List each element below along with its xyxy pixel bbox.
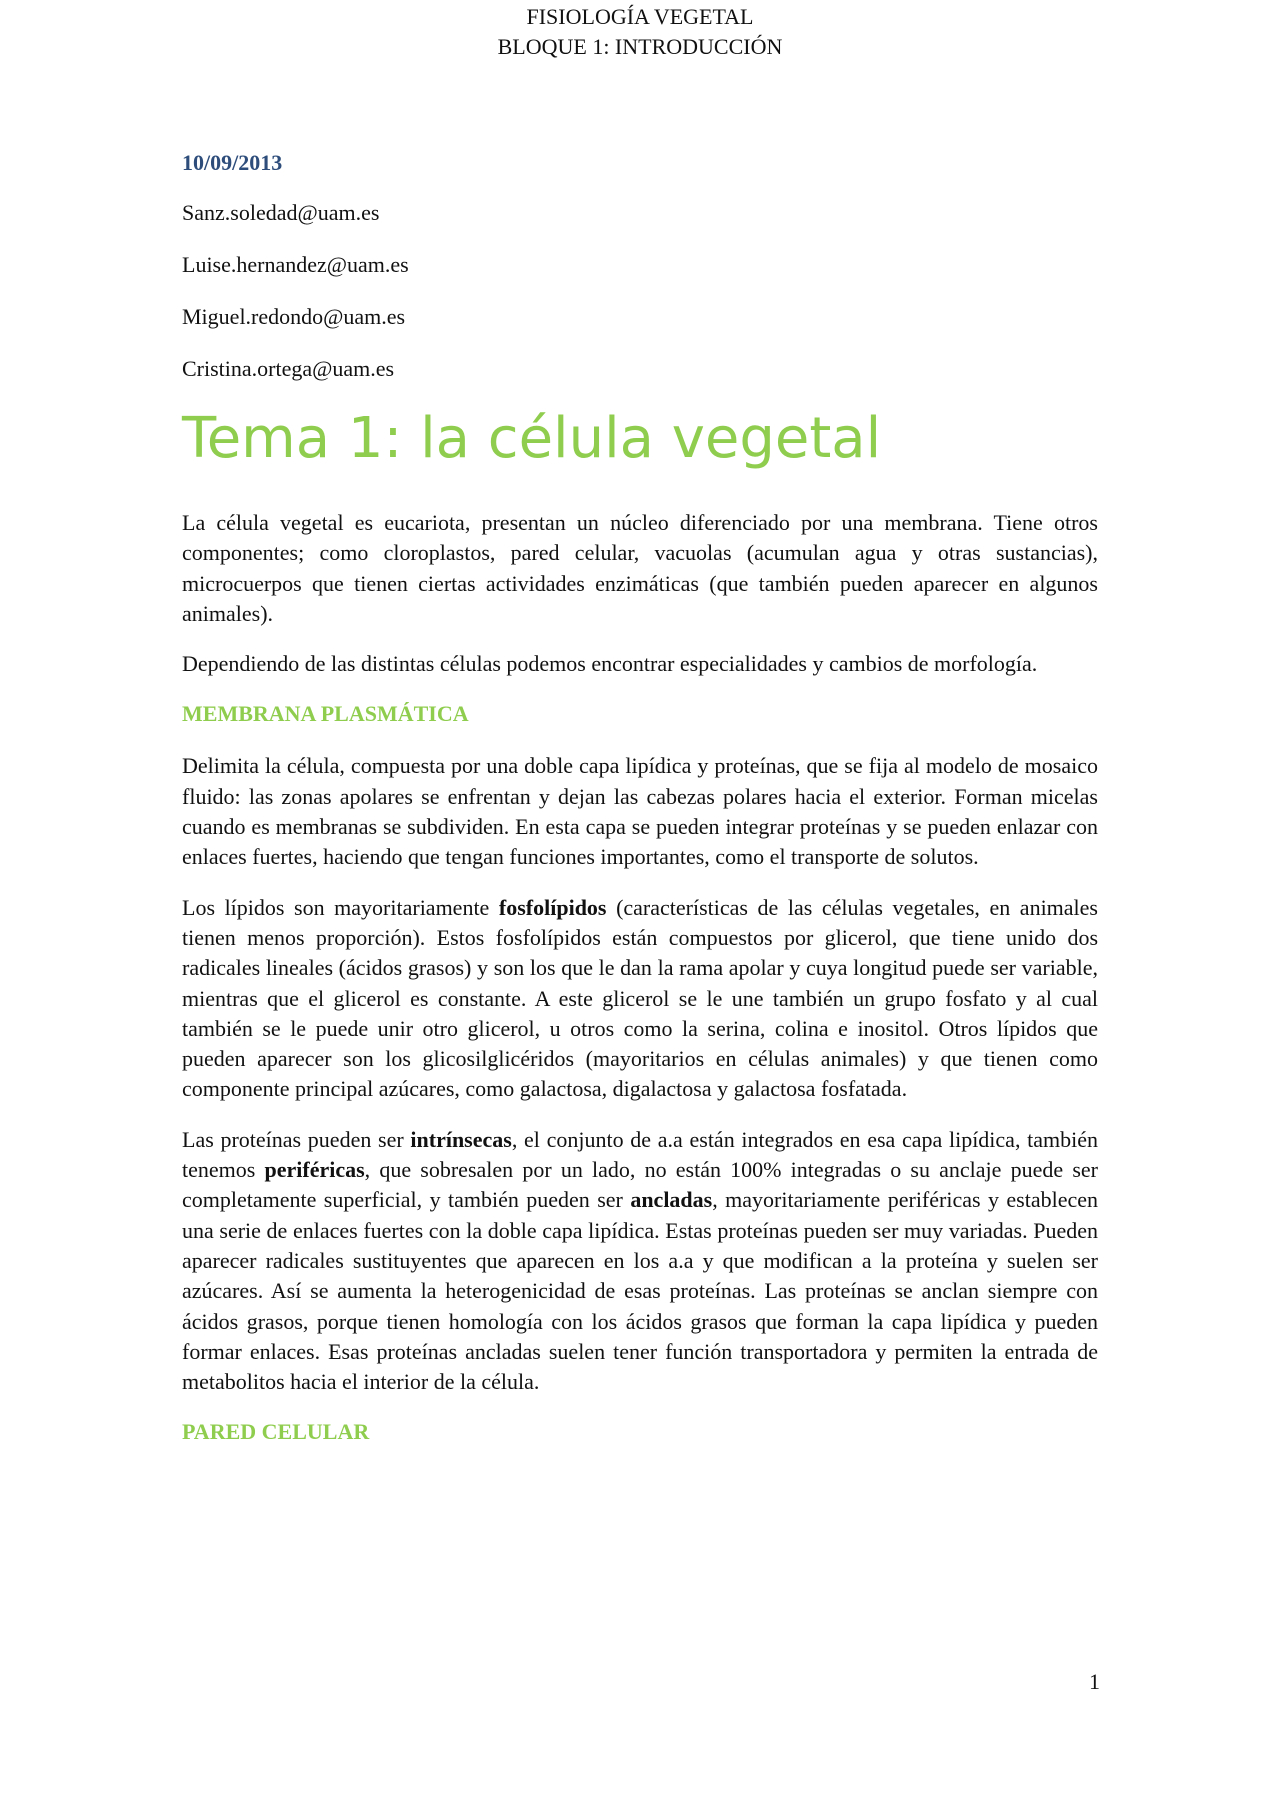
document-title: Tema 1: la célula vegetal: [182, 406, 882, 471]
header-course-title: FISIOLOGÍA VEGETAL: [526, 4, 754, 29]
bold-term-ancladas: ancladas: [630, 1187, 713, 1213]
intro-paragraph-1: La célula vegetal es eucariota, presentan un núcleo diferenciado por una membrana. Tiene otros componentes; como cloroplastos, pared celular, vacuolas (acumulan agua y otras sustancias), microcuerpos que tienen ciertas actividades enzimáticas (que también pueden aparecer en algunos animales).: [182, 510, 1098, 626]
page-number: 1: [1089, 1669, 1100, 1694]
email-redondo: Miguel.redondo@uam.es: [182, 304, 406, 329]
text-run: , mayoritariamente periféricas y establecen una serie de enlaces fuertes con la doble capa lipídica. Estas proteínas pueden ser muy variadas. Pueden aparecer radicales sustituyentes que aparecen en los a.a y que modifican a la proteína y suelen ser azúcares. Así se aumenta la heterogenicidad de esas proteínas. Las proteínas se anclan siempre con ácidos grasos, porque tienen homología con los ácidos grasos que forman la capa lipídica y pueden formar enlaces. Esas proteínas ancladas suelen tener función transportadora y permiten la entrada de metabolitos hacia el interior de la célula.: [182, 1187, 1098, 1395]
bold-term-fosfolipidos: fosfolípidos: [498, 894, 607, 920]
email-hernandez: Luise.hernandez@uam.es: [182, 252, 409, 277]
date-heading: 10/09/2013: [182, 150, 283, 175]
text-run: , el conjunto de a.a están integrados en esa capa lipídica, también tenemos: [182, 1126, 1099, 1183]
email-soledad: Sanz.soledad@uam.es: [182, 200, 380, 225]
membrana-paragraph-lipidos: [182, 893, 1098, 1105]
section-heading-membrana: MEMBRANA PLASMÁTICA: [182, 701, 469, 727]
section-heading-pared: PARED CELULAR: [182, 1419, 370, 1445]
text-run: Los lípidos son mayoritariamente: [182, 894, 499, 920]
text-run: , que sobresalen por un lado, no están 100% integradas o su anclaje puede ser completamente superficial, y también pueden ser: [182, 1157, 1098, 1213]
page-header: [0, 2, 1280, 62]
bold-term-perifericas: periféricas: [264, 1157, 365, 1183]
email-ortega: Cristina.ortega@uam.es: [182, 356, 395, 381]
document-body: [182, 148, 1098, 1469]
membrana-paragraph-1: Delimita la célula, compuesta por una doble capa lipídica y proteínas, que se fija al modelo de mosaico fluido: las zonas apolares se enfrentan y dejan las cabezas polares hacia el exterior. Forman micelas cuando es membranas se subdividen. En esta capa se pueden integrar proteínas y se pueden enlazar con enlaces fuertes, haciendo que tengan funciones importantes, como el transporte de solutos.: [182, 753, 1098, 870]
intro-paragraph-2: Dependiendo de las distintas células podemos encontrar especialidades y cambios de morfología.: [182, 651, 1038, 677]
text-run: Las proteínas pueden ser: [182, 1126, 411, 1152]
text-run: (características de las células vegetales, en animales tienen menos proporción). Estos fosfolípidos están compuestos por glicerol, que tiene unido dos radicales lineales (ácidos grasos) y son los que le dan la rama apolar y cuya longitud puede ser variable, mientras que el glicerol es constante. A este glicerol se le une también un grupo fosfato y al cual también se le puede unir otro glicerol, u otros como la serina, colina e inositol. Otros lípidos que pueden aparecer son los glicosilglicéridos (mayoritarios en células animales) y que tienen como componente principal azúcares, como galactosa, digalactosa y galactosa fosfatada.: [182, 894, 1098, 1102]
bold-term-intrinsecas: intrínsecas: [410, 1126, 512, 1152]
header-block-title: BLOQUE 1: INTRODUCCIÓN: [497, 34, 783, 59]
membrana-paragraph-proteinas: [182, 1125, 1098, 1398]
